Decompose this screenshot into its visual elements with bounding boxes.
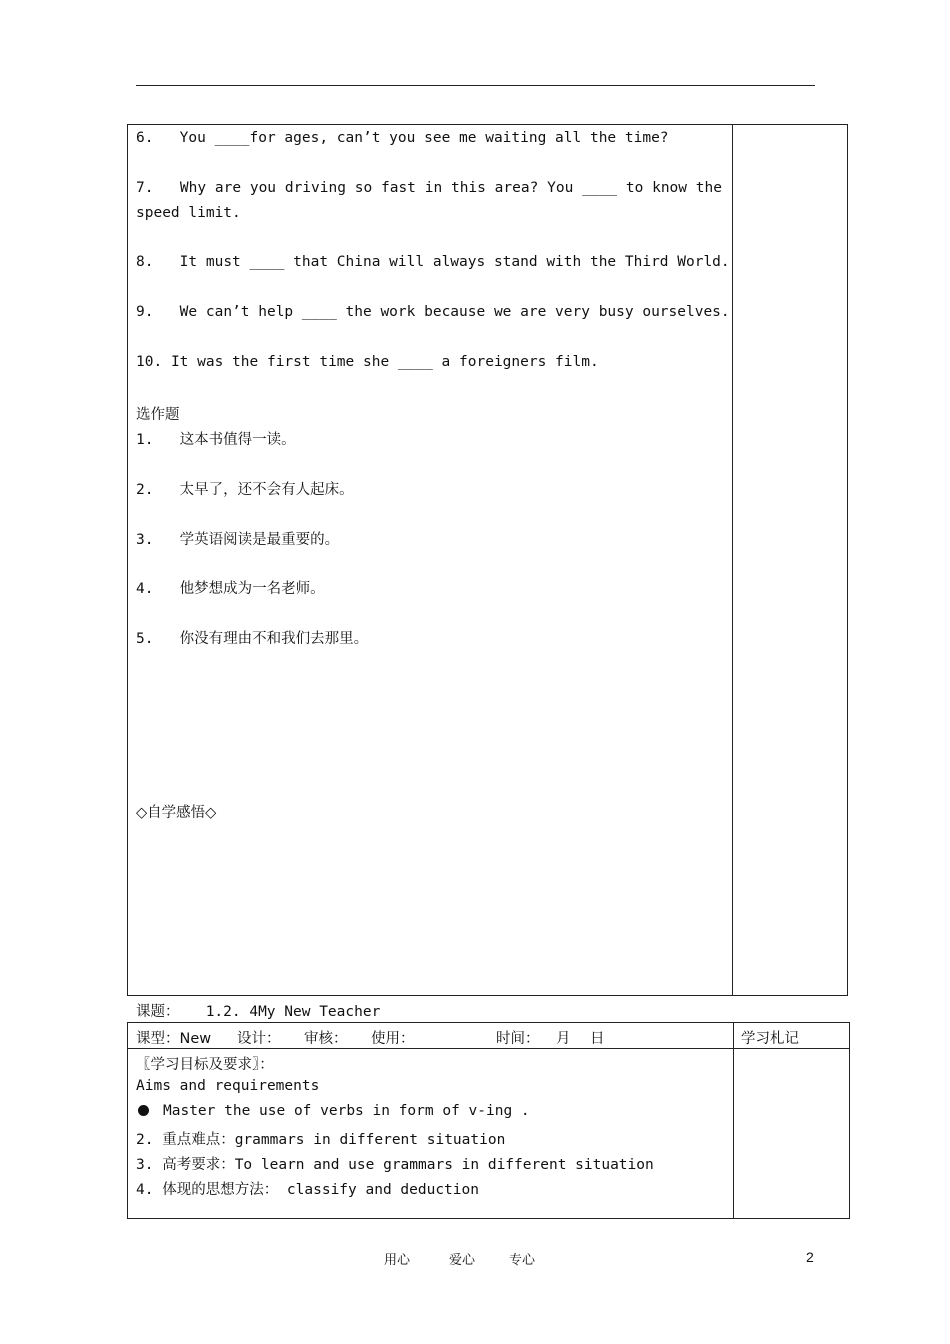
notes-label: 学习札记 — [741, 1031, 799, 1047]
exercise-item-9 — [136, 304, 730, 320]
item-number: 9. — [136, 304, 154, 320]
footer-word-3: 专心 — [509, 1253, 536, 1268]
point-exam-requirements: 3. 高考要求：To learn and use grammars in different situation — [136, 1157, 654, 1173]
lesson-type: 课型：New — [136, 1031, 212, 1047]
point-key-difficulties: 2. 重点难点：grammars in different situation — [136, 1132, 506, 1148]
lesson-title-value: 1.2. 4My New Teacher — [205, 1004, 381, 1020]
optional-item-2 — [136, 478, 354, 499]
item-number: 1. — [136, 432, 154, 448]
lesson-title — [136, 1000, 380, 1021]
item-text: You ____for ages, can’t you see me waiting all the time? — [179, 130, 669, 146]
exercise-item-10 — [136, 354, 599, 370]
time-label: 时间： — [496, 1031, 540, 1047]
exercise-item-7-continuation: speed limit. — [136, 205, 241, 221]
page-number: 2 — [806, 1249, 814, 1265]
optional-item-3 — [136, 528, 339, 549]
item-number: 3. — [136, 532, 154, 548]
month-label: 月 — [556, 1031, 571, 1047]
item-text: 太早了，还不会有人起床。 — [179, 482, 354, 498]
lesson-title-label: 课题： — [136, 1004, 180, 1020]
item-text: It must ____ that China will always stand with the Third World. — [179, 254, 730, 270]
item-text: 学英语阅读是最重要的。 — [179, 532, 340, 548]
bullet-icon — [138, 1105, 149, 1116]
header-row-divider — [128, 1048, 849, 1049]
review-label: 审核： — [304, 1031, 348, 1047]
design-label: 设计： — [237, 1031, 281, 1047]
item-number: 4. — [136, 581, 154, 597]
optional-item-5 — [136, 627, 368, 648]
goals-heading: 〖学习目标及要求〗： — [136, 1057, 274, 1073]
notes-column-divider — [733, 1023, 734, 1218]
footer-word-2: 爱心 — [449, 1253, 476, 1268]
reflection-heading: ◇自学感悟◇ — [136, 805, 217, 821]
optional-item-1 — [136, 428, 296, 449]
item-text: 你没有理由不和我们去那里。 — [179, 631, 369, 647]
item-number: 8. — [136, 254, 154, 270]
bullet-text: Master the use of verbs in form of v-ing . — [163, 1103, 530, 1119]
optional-item-4 — [136, 577, 325, 598]
aims-heading: Aims and requirements — [136, 1078, 320, 1094]
item-number: 7. — [136, 180, 154, 196]
header-rule — [136, 85, 815, 86]
item-text: 他梦想成为一名老师。 — [179, 581, 325, 597]
exercise-item-6 — [136, 130, 669, 146]
aims-bullet-item — [136, 1103, 530, 1119]
use-label: 使用： — [371, 1031, 415, 1047]
exercise-item-7 — [136, 180, 722, 196]
item-number: 5. — [136, 631, 154, 647]
notes-column-divider — [732, 125, 733, 995]
item-number: 6. — [136, 130, 154, 146]
item-text: We can’t help ____ the work because we are very busy ourselves. — [179, 304, 730, 320]
item-text: 这本书值得一读。 — [179, 432, 296, 448]
item-text: It was the first time she ____ a foreigners film. — [170, 354, 599, 370]
item-text: Why are you driving so fast in this area? You ____ to know the — [179, 180, 722, 196]
optional-section-title: 选作题 — [136, 407, 180, 423]
item-number: 10. — [136, 354, 163, 370]
day-label: 日 — [590, 1031, 605, 1047]
footer-word-1: 用心 — [384, 1253, 411, 1268]
exercise-item-8 — [136, 254, 730, 270]
point-thinking-methods: 4. 体现的思想方法： classify and deduction — [136, 1182, 479, 1198]
item-number: 2. — [136, 482, 154, 498]
